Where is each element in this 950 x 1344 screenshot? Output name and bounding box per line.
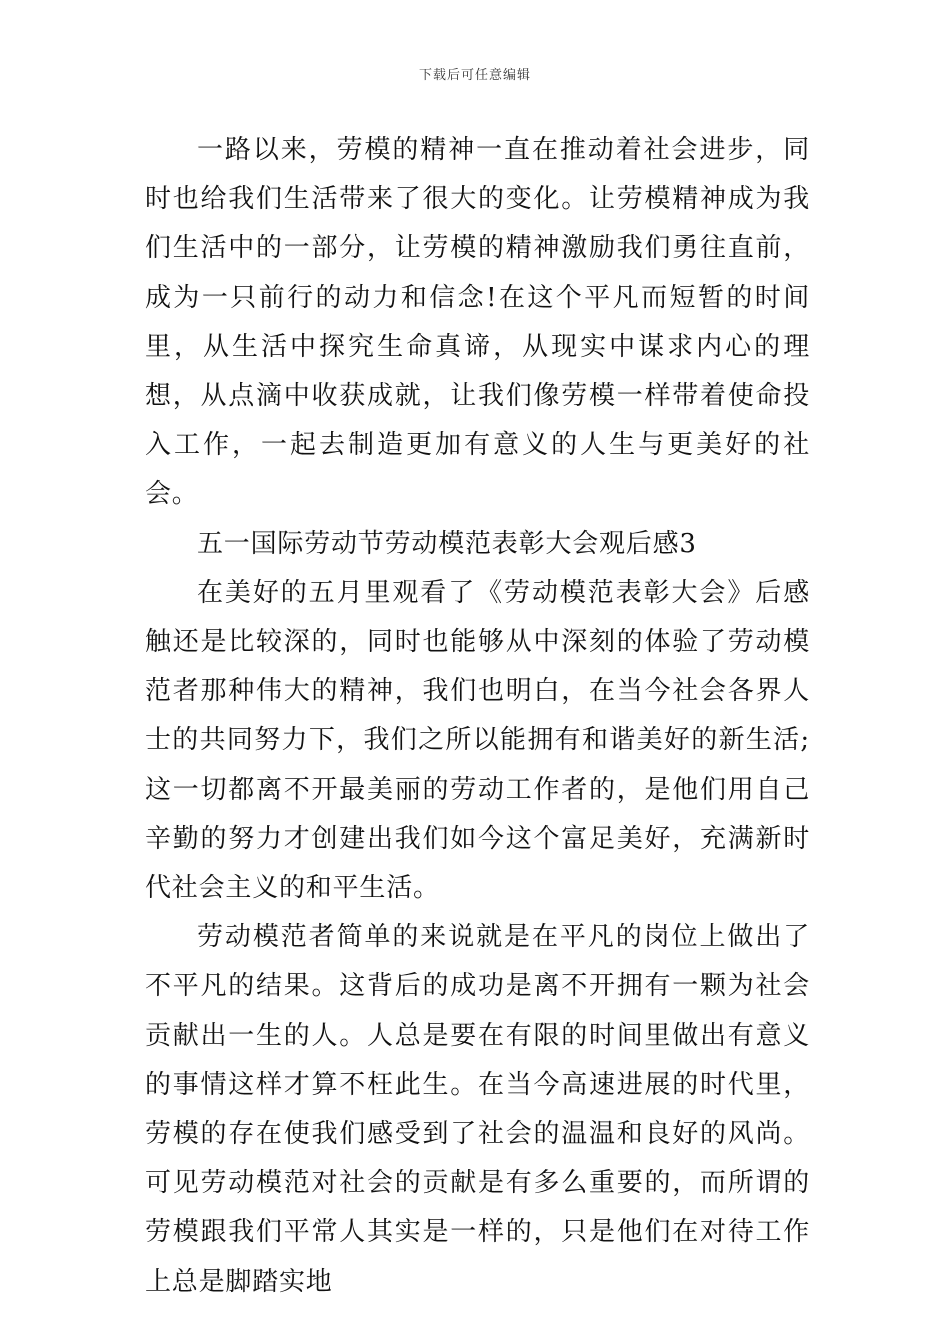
- paragraph-watching-ceremony: 在美好的五月里观看了《劳动模范表彰大会》后感触还是比较深的，同时也能够从中深刻的体验了劳动模范者那种伟大的精神，我们也明白，在当今社会各界人士的共同努力下，我们之所以能拥有和谐美好的新生活;这一切都离不开最美丽的劳动工作者的，是他们用自己辛勤的努力才创建出我们如今这个富足美好，充满新时代社会主义的和平生活。: [145, 577, 810, 904]
- document-body: [145, 126, 810, 1307]
- section-title: 五一国际劳动节劳动模范表彰大会观后感3: [197, 528, 697, 559]
- paragraph-labor-model-definition: 劳动模范者简单的来说就是在平凡的岗位上做出了不平凡的结果。这背后的成功是离不开拥有一颗为社会贡献出一生的人。人总是要在有限的时间里做出有意义的事情这样才算不枉此生。在当今高速进展的时代里，劳模的存在使我们感受到了社会的温温和良好的风尚。可见劳动模范对社会的贡献是有多么重要的，而所谓的劳模跟我们平常人其实是一样的，只是他们在对待工作上总是脚踏实地: [145, 922, 810, 1297]
- paragraph-closing-remarks: 一路以来，劳模的精神一直在推动着社会进步，同时也给我们生活带来了很大的变化。让劳模精神成为我们生活中的一部分，让劳模的精神激励我们勇往直前，成为一只前行的动力和信念!在这个平凡而短暂的时间里，从生活中探究生命真谛，从现实中谋求内心的理想，从点滴中收获成就，让我们像劳模一样带着使命投入工作，一起去制造更加有意义的人生与更美好的社会。: [145, 135, 810, 510]
- page-header: 下载后可任意编辑: [418, 68, 531, 83]
